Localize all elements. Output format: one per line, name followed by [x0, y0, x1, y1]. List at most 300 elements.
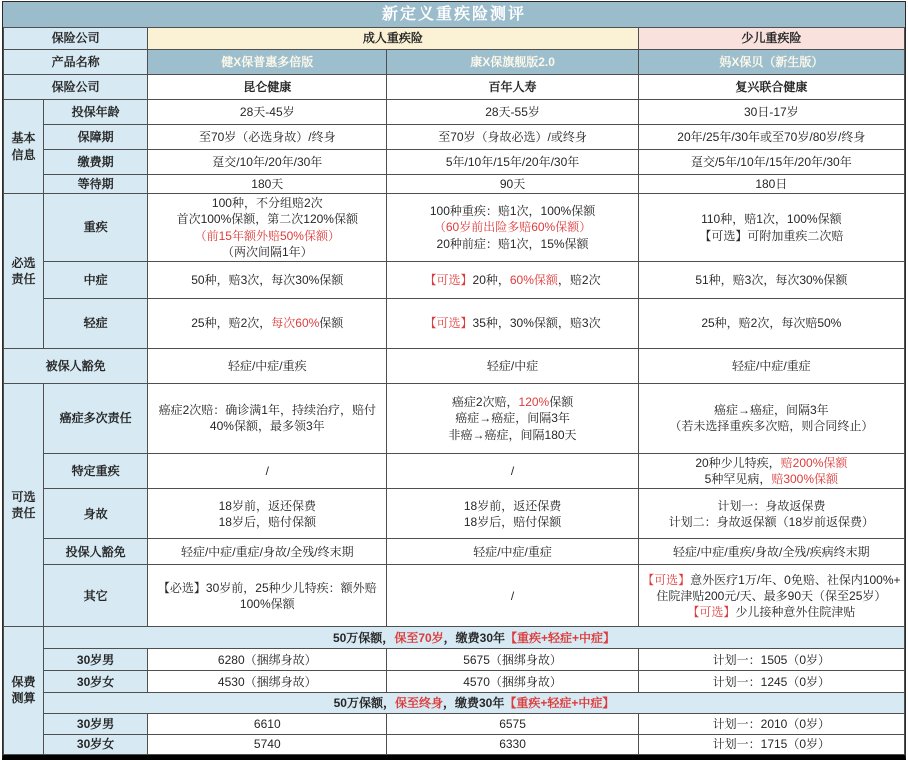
cell-line [46, 104, 145, 120]
cell-text: 50万保额， [332, 630, 395, 645]
moderate-illness-cell-2 [387, 261, 638, 298]
cell-line [389, 219, 635, 235]
premium-male-2-cell-3 [638, 714, 904, 735]
cell-text: 赔300%保额 [771, 472, 839, 487]
cell-line [150, 736, 384, 752]
premium-female-1-label [44, 671, 148, 693]
cell-line [389, 716, 635, 732]
cell-line [150, 129, 384, 145]
cell-text: 缴费期 [77, 154, 114, 169]
section-basic-info [4, 100, 44, 194]
cell-text: 妈X保贝（新生版） [719, 54, 824, 69]
cell-text: （两次间隔1年） [221, 244, 313, 259]
cell-text: 6575 [499, 717, 526, 732]
cell-line [46, 129, 145, 145]
policyholder-waiver-cell-1 [148, 539, 387, 565]
insured-waiver-cell-1 [148, 348, 387, 383]
cell-text: 【重疾+轻症+中症】 [505, 630, 616, 645]
premium-female-2-row [4, 735, 905, 754]
cell-text: 【可选】 [642, 572, 691, 587]
cell-text: 产品名称 [51, 54, 100, 69]
cell-text: （若未选择重疾多次赔，则合同终止） [669, 419, 874, 434]
critical-illness-cell-3 [387, 194, 638, 262]
comparison-sheet [2, 1, 906, 760]
premium-band-70-row [4, 627, 905, 649]
waiting-period-label [44, 175, 148, 194]
cell-line [150, 580, 384, 596]
cell-text: 保至终身 [394, 696, 443, 711]
cell-text: 癌症2次赔， [451, 395, 519, 410]
cell-text: 其它 [83, 588, 108, 603]
premium-female-1-cell-1 [148, 671, 387, 693]
cell-text: 复兴联合健康 [735, 79, 808, 94]
premium-female-2-cell-3 [638, 735, 904, 754]
cell-text: 120% [518, 395, 550, 410]
cell-text: ，缴费30年 [443, 696, 505, 711]
cell-text: 信息 [11, 147, 36, 162]
payment-period-cell-2 [387, 150, 638, 175]
cell-text: ，赔2次 [557, 272, 601, 287]
cell-text: 轻症 [83, 316, 108, 331]
cell-text: 100种，不分组赔2次 [211, 196, 323, 211]
mild-illness-label [44, 298, 148, 348]
cell-line [150, 154, 384, 170]
cell-text: 180日 [755, 177, 788, 191]
cell-line [641, 736, 902, 752]
cancer-multi-cell-3 [387, 383, 638, 453]
cell-text: 100种重疾：赔1次，100%保额 [429, 204, 596, 219]
premium-male-2-row [4, 714, 905, 735]
policyholder-waiver-cell-2 [387, 539, 638, 565]
cell-text: 少儿重疾险 [741, 31, 802, 46]
cell-line [150, 544, 384, 560]
cell-line [389, 272, 635, 288]
premium-male-1-row [4, 649, 905, 671]
cell-line [150, 463, 384, 479]
age-range-row [4, 100, 905, 125]
cell-text: 30岁女 [76, 674, 115, 689]
cell-line [46, 154, 145, 170]
cell-line [150, 652, 384, 668]
cell-line [6, 674, 41, 690]
premium-female-1-row [4, 671, 905, 693]
premium-band-life-row [4, 693, 905, 714]
cell-text: 5740 [253, 737, 281, 752]
cell-line [46, 315, 145, 331]
waiting-period-row [4, 175, 905, 194]
cell-line [150, 498, 384, 514]
payment-period-row [4, 150, 905, 175]
insurer-3 [638, 75, 904, 100]
cell-text: 【可选】 [424, 316, 473, 331]
cell-line [641, 471, 902, 487]
cell-text: / [510, 588, 515, 603]
cell-text: 等待期 [77, 177, 114, 191]
waiting-period-cell-3 [638, 175, 904, 194]
cell-line [389, 154, 635, 170]
critical-illness-row [4, 194, 905, 262]
cell-line [6, 271, 41, 287]
cell-text: 51种，赔3次，每次30%保额 [695, 272, 848, 287]
premium-male-2-cell-2 [387, 714, 638, 735]
cell-line [46, 219, 145, 235]
cell-text: 20种前症：赔1次，15%保额 [436, 236, 589, 251]
cell-text: 【可选】 [687, 604, 736, 619]
cell-text: （60岁前出险多赔60%保额） [433, 220, 592, 235]
age-range-label [44, 100, 148, 125]
cell-line [641, 272, 902, 288]
child-group-header [638, 28, 904, 50]
cell-line [6, 30, 145, 46]
cell-text: 住院津贴200元/天、最多90天（保至25岁） [656, 588, 887, 603]
cell-text: 基本 [11, 131, 36, 146]
premium-female-2-label [44, 735, 148, 754]
moderate-illness-row [4, 261, 905, 298]
cell-line [6, 358, 145, 374]
cell-text: 至70岁（身故必选）/或终身 [438, 129, 587, 144]
cell-line [150, 195, 384, 211]
specific-disease-label [44, 453, 148, 488]
coverage-period-row [4, 125, 905, 150]
cell-line [46, 410, 145, 426]
cell-line [641, 30, 902, 46]
cell-line [641, 129, 902, 145]
cell-line [641, 572, 902, 588]
cancer-multi-cell-4 [638, 383, 904, 453]
cell-text: 非癌→癌症，间隔180天 [448, 427, 577, 442]
premium-band-lifetime [44, 693, 905, 714]
insurer-1 [148, 75, 387, 100]
cell-text: ，缴费30年 [443, 630, 506, 645]
cell-line [641, 716, 902, 732]
cell-line [641, 154, 902, 170]
cell-line [6, 690, 41, 706]
cell-text: 百年人寿 [488, 79, 537, 94]
cell-line [150, 272, 384, 288]
cell-line [389, 203, 635, 219]
cell-line [641, 604, 902, 620]
cell-text: 必选 [11, 255, 36, 270]
cell-line [389, 427, 635, 443]
comparison-table [3, 27, 905, 755]
payment-period-label [44, 150, 148, 175]
cell-text: 癌症2次赔：确诊满1年，持续治疗，赔付 [158, 403, 376, 418]
cell-text: 18岁前，返还保费 [218, 498, 316, 513]
cell-text: 特定重疾 [71, 464, 120, 479]
section-mandatory [4, 194, 44, 349]
cell-line [150, 674, 384, 690]
cell-text: 癌症→癌症，间隔3年 [714, 403, 829, 418]
cell-line [641, 315, 902, 331]
cell-text: 【重疾+轻症+中症】 [504, 696, 615, 711]
cell-text: 35种，30%保额，赔3次 [472, 316, 601, 331]
comparison-table-body [4, 28, 905, 755]
policyholder-waiver-label [44, 539, 148, 565]
cell-text: / [510, 464, 515, 479]
coverage-period-cell-3 [638, 125, 904, 150]
premium-male-1-cell-3 [638, 649, 904, 671]
cell-line [389, 79, 635, 95]
other-row [4, 565, 905, 627]
waiting-period-cell-1 [148, 175, 387, 194]
mild-illness-cell-1 [148, 298, 387, 348]
cell-line [46, 630, 902, 646]
cell-text: 健X保普惠多倍版 [221, 54, 314, 69]
moderate-illness-cell-1 [148, 261, 387, 298]
cell-text: / [265, 464, 269, 479]
cancer-multi-label [44, 383, 148, 453]
cell-line [150, 418, 384, 434]
cell-line [46, 674, 145, 690]
death-benefit-cell-2 [387, 489, 638, 539]
cell-text: 昆仑健康 [243, 79, 292, 94]
premium-male-1-cell-2 [387, 649, 638, 671]
cell-line [150, 402, 384, 418]
cell-text: 轻症/中症/重症 [732, 358, 811, 373]
cell-line [150, 514, 384, 530]
cell-line [641, 674, 902, 690]
cell-text: 保额 [319, 316, 344, 331]
cell-line [389, 588, 635, 604]
group-header-row [4, 28, 905, 50]
cell-line [6, 79, 145, 95]
cell-line [150, 104, 384, 120]
cell-line [6, 130, 41, 146]
cell-text: 计划二：身故返保额（18岁前返保费） [668, 514, 875, 529]
premium-band-to70 [44, 627, 905, 649]
cell-line [641, 514, 902, 530]
waiting-period-cell-2 [387, 175, 638, 194]
cell-text: 6330 [499, 737, 526, 752]
cell-line [6, 489, 41, 505]
cell-text: 6280（捆绑身故） [217, 652, 317, 667]
cell-line [641, 498, 902, 514]
cell-text: 4530（捆绑身故） [217, 674, 317, 689]
critical-illness-cell-4 [638, 194, 904, 262]
cell-text: 至70岁（必选身故）/终身 [198, 129, 336, 144]
cell-line [389, 410, 635, 426]
cancer-multi-cell-2 [148, 383, 387, 453]
cell-line [150, 596, 384, 612]
cell-text: 计划一：身故返保费 [717, 498, 826, 513]
cell-line [46, 463, 145, 479]
cell-line [389, 358, 635, 374]
cell-text: 身故 [83, 506, 108, 521]
cell-line [641, 544, 902, 560]
cell-text: 重疾 [83, 220, 108, 235]
cell-line [150, 315, 384, 331]
cell-text: 18岁前，返还保费 [463, 498, 562, 513]
cell-line [46, 544, 145, 560]
cell-line [150, 244, 384, 260]
premium-male-2-label [44, 714, 148, 735]
cell-text: 60%保额 [509, 272, 558, 287]
section-premium [4, 627, 44, 754]
critical-illness-label [44, 194, 148, 262]
insured-waiver-label [4, 348, 148, 383]
cell-text: 18岁后，赔付保额 [463, 514, 562, 529]
cell-text: 28天-55岁 [485, 104, 540, 119]
cell-text: 4570（捆绑身故） [463, 674, 562, 689]
cell-line [641, 176, 902, 192]
company-row-label [4, 28, 148, 50]
cell-text: 赔200%保额 [780, 455, 848, 470]
cell-text: 计划一：1505（0岁） [712, 652, 831, 667]
cell-line [641, 588, 902, 604]
premium-female-1-cell-3 [638, 671, 904, 693]
moderate-illness-cell-3 [638, 261, 904, 298]
cell-text: 意外医疗1万/年、0免赔、社保内100%+ [690, 572, 901, 587]
cell-line [389, 498, 635, 514]
cell-line [641, 652, 902, 668]
cell-line [641, 455, 902, 471]
cell-text: 康X保旗舰版2.0 [470, 54, 555, 69]
cell-text: 被保人豁免 [45, 358, 106, 373]
cell-text: 每次60% [271, 316, 320, 331]
cell-text: 趸交/5年/10年/15年/20年/30年 [690, 154, 852, 169]
other-cell-3 [638, 565, 904, 627]
cell-line [389, 54, 635, 70]
cell-line [6, 255, 41, 271]
cell-text: 30岁男 [76, 717, 115, 732]
premium-male-1-label [44, 649, 148, 671]
insured-waiver-cell-2 [387, 348, 638, 383]
cell-text: 110种，赔1次，100%保额 [701, 212, 842, 227]
cell-text: 计划一：2010（0岁） [712, 717, 831, 732]
cell-line [150, 176, 384, 192]
cell-text: 90天 [499, 177, 526, 191]
cell-line [46, 272, 145, 288]
cell-text: 首次100%保额，第二次120%保额 [176, 212, 358, 227]
cell-line [389, 544, 635, 560]
cell-text: 6610 [253, 717, 281, 732]
critical-illness-cell-2 [148, 194, 387, 262]
cell-text: 计划一：1715（0岁） [712, 737, 831, 752]
cell-text: 28天-45岁 [239, 104, 295, 119]
cell-line [46, 588, 145, 604]
death-benefit-row [4, 489, 905, 539]
cell-line [150, 79, 384, 95]
premium-female-1-cell-2 [387, 671, 638, 693]
specific-disease-cell-1 [148, 453, 387, 488]
cell-text: 【必选】30岁前，25种少儿特疾：额外赔 [157, 580, 377, 595]
cell-line [46, 716, 145, 732]
cell-text: 计划一：1245（0岁） [712, 674, 831, 689]
policyholder-waiver-row [4, 539, 905, 565]
cell-line [150, 228, 384, 244]
cell-text: 成人重疾险 [362, 31, 423, 46]
cell-text: 中症 [83, 272, 108, 287]
cell-text: 【可选】可附加重疾二次赔 [699, 228, 844, 243]
cell-text: 投保年龄 [71, 104, 120, 119]
coverage-period-cell-2 [387, 125, 638, 150]
cell-text: 20种少儿特疾， [695, 455, 781, 470]
cell-text: 投保人豁免 [65, 544, 126, 559]
cell-text: 保险公司 [51, 79, 100, 94]
cell-text: 可选 [11, 489, 36, 504]
cell-text: 50万保额， [333, 696, 395, 711]
premium-male-2-cell-1 [148, 714, 387, 735]
age-range-cell-3 [387, 100, 638, 125]
cell-text: 30日-17岁 [743, 104, 799, 119]
cell-line [389, 176, 635, 192]
cell-text: 【可选】 [424, 272, 473, 287]
cell-text: 50种，赔3次，每次30%保额 [191, 272, 344, 287]
cell-text: 轻症/中症/重症/身故/全残/终末期 [180, 544, 354, 559]
death-benefit-cell-1 [148, 489, 387, 539]
section-optional [4, 383, 44, 626]
cell-line [641, 402, 902, 418]
insurer-row-label [4, 75, 148, 100]
policyholder-waiver-cell-3 [638, 539, 904, 565]
cell-line [389, 104, 635, 120]
insurer-row [4, 75, 905, 100]
cell-text: 保至70岁 [394, 630, 444, 645]
specific-disease-cell-2 [387, 453, 638, 488]
cell-text: 保额 [549, 395, 574, 410]
cell-line [641, 228, 902, 244]
cell-text: 轻症/中症/重疾 [227, 358, 307, 373]
cell-line [641, 211, 902, 227]
insured-waiver-cell-3 [638, 348, 904, 383]
cell-line [46, 736, 145, 752]
adult-group-header [148, 28, 639, 50]
cell-line [641, 358, 902, 374]
cell-text: 保险公司 [51, 31, 100, 46]
cell-text: 责任 [11, 506, 36, 521]
cell-text: 30岁男 [76, 652, 115, 667]
cell-text: 轻症/中症/重疾/身故/全残/疾病终末期 [673, 544, 870, 559]
cell-line [46, 652, 145, 668]
cell-text: 测算 [11, 691, 36, 706]
cell-line [389, 394, 635, 410]
cell-text: 少儿接种意外住院津贴 [735, 604, 856, 619]
premium-female-2-cell-2 [387, 735, 638, 754]
cell-line [150, 716, 384, 732]
cell-line [389, 652, 635, 668]
product-3 [638, 50, 904, 75]
cell-text: 25种，赔2次， [191, 316, 272, 331]
cell-line [389, 514, 635, 530]
product-1 [148, 50, 387, 75]
cell-line [389, 674, 635, 690]
cell-text: 40%保额，最多领3年 [209, 419, 325, 434]
cell-line [389, 236, 635, 252]
specific-disease-row [4, 453, 905, 488]
payment-period-cell-3 [638, 150, 904, 175]
cell-line [389, 736, 635, 752]
coverage-period-label [44, 125, 148, 150]
death-benefit-cell-3 [638, 489, 904, 539]
cell-text: 癌症多次责任 [59, 411, 132, 426]
cell-text: 20年/25年/30年或至70岁/80岁/终身 [677, 129, 866, 144]
mild-illness-row [4, 298, 905, 348]
cell-line [46, 176, 145, 192]
premium-male-1-cell-1 [148, 649, 387, 671]
other-cell-2 [387, 565, 638, 627]
cell-text: 180天 [251, 177, 284, 191]
cell-text: 20种， [472, 272, 510, 287]
cell-line [389, 315, 635, 331]
product-2 [387, 50, 638, 75]
cell-text: 趸交/10年/20年/30年 [212, 154, 323, 169]
cell-text: 5675（捆绑身故） [463, 652, 562, 667]
cell-line [641, 54, 902, 70]
product-name-row [4, 50, 905, 75]
other-label [44, 565, 148, 627]
mild-illness-cell-3 [638, 298, 904, 348]
cell-line [46, 506, 145, 522]
